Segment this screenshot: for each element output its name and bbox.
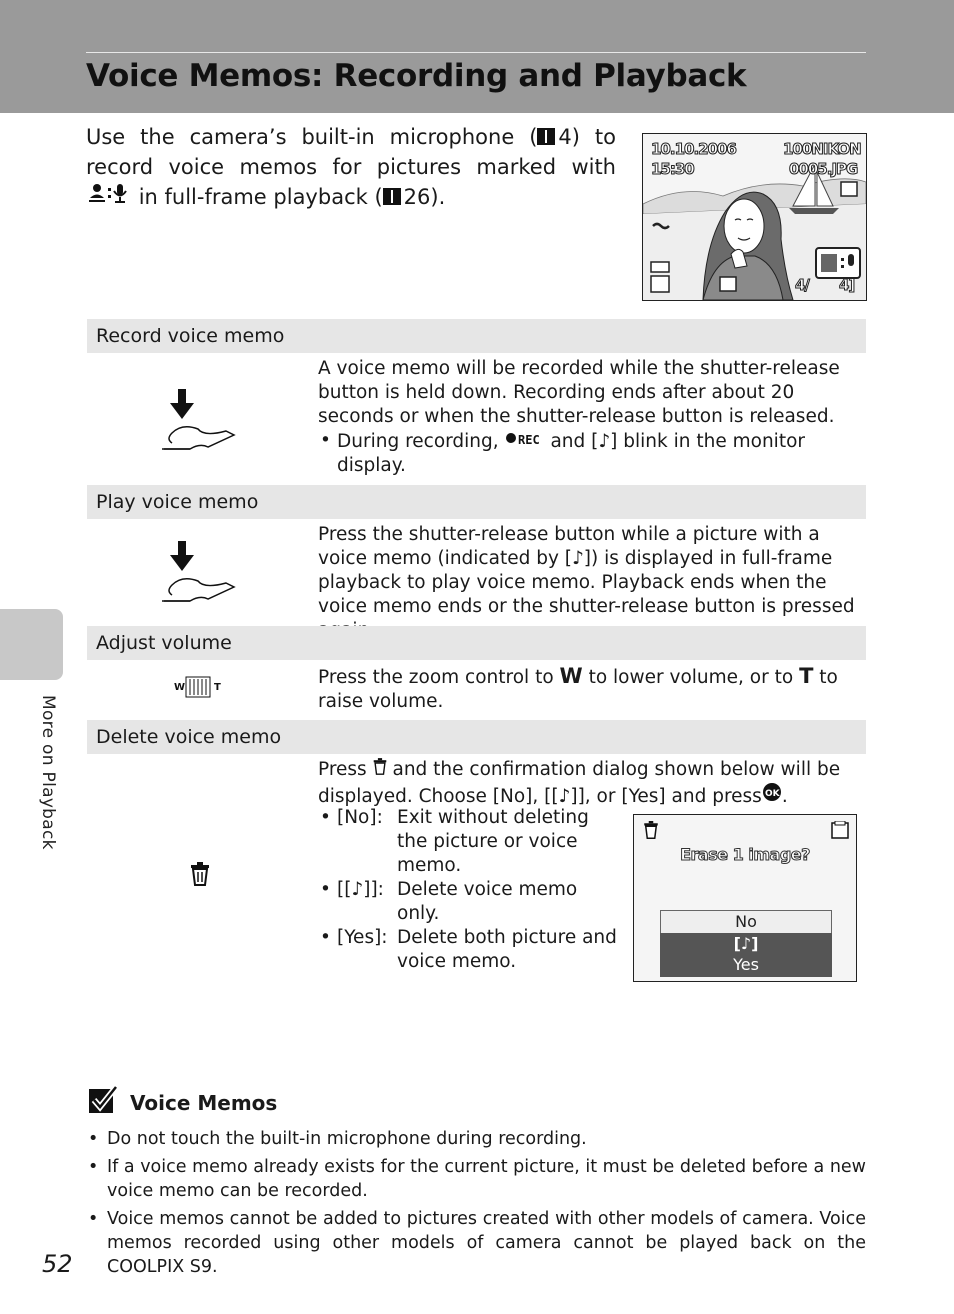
ok-button-icon	[762, 782, 782, 809]
dialog-option-no[interactable]: No	[660, 910, 832, 934]
camera-frame-counter: 4/	[795, 276, 809, 294]
dialog-option-yes[interactable]: Yes	[733, 955, 759, 974]
svg-text:T: T	[214, 682, 221, 693]
delete-options-list	[318, 806, 618, 974]
playback-scene	[643, 134, 866, 300]
page-title: Voice Memos: Recording and Playback	[86, 58, 747, 94]
camera-file: 0005.JPG	[789, 160, 858, 178]
intro-paragraph	[86, 123, 616, 213]
erase-confirmation-dialog	[633, 814, 857, 982]
note-list	[86, 1127, 866, 1283]
volume-description: Press the zoom control to W to lower volume, or to T to raise volume.	[318, 664, 838, 712]
camera-screen-illustration	[642, 133, 867, 301]
camera-time: 15:30	[651, 160, 694, 178]
trash-icon	[642, 821, 660, 843]
delete-option-no: • [No]: Exit without deleting the picture or voice memo.	[320, 807, 589, 876]
delete-option-yes: • [Yes]: Delete both picture and voice memo.	[320, 927, 617, 972]
play-heading-row	[87, 485, 866, 519]
record-text: A voice memo will be recorded while the shutter-release button is held down. Recording ends after about 20 seconds or when the shutter-release button is released.	[318, 358, 840, 427]
intro-ref-1: 4	[558, 125, 572, 149]
note-item: • Do not touch the built-in microphone during recording.	[86, 1127, 866, 1151]
zoom-t-key: T	[799, 664, 814, 688]
delete-description: Press and the confirmation dialog shown below will be displayed. Choose [No], [[♪]], or [Yes] and press OK .	[318, 759, 841, 807]
shutter-press-icon	[160, 389, 240, 457]
note-item: • If a voice memo already exists for the current picture, it must be deleted before a new voice memo can be recorded.	[86, 1155, 866, 1203]
page-ref-icon	[537, 128, 555, 145]
image-icon	[831, 821, 849, 843]
side-tab-label: More on Playback	[38, 695, 58, 850]
svg-text:W: W	[174, 682, 186, 693]
play-description: Press the shutter-release button while a picture with a voice memo (indicated by [♪]) is displayed in full-frame playback to play voice memo. Playback ends when the voice memo ends or the shutter-release button is pressed	[318, 524, 855, 617]
intro-text-3: in full-frame playback (	[138, 185, 383, 209]
volume-heading-row	[87, 626, 866, 660]
camera-date: 10.10.2006	[651, 140, 736, 158]
delete-heading: Delete voice memo	[96, 726, 282, 748]
svg-text:OK: OK	[764, 789, 780, 799]
intro-text-2: ) to record voice memos for pictures marked with	[86, 125, 617, 179]
play-heading: Play voice memo	[96, 491, 259, 513]
zoom-control-icon	[174, 676, 224, 702]
page-ref-icon	[383, 188, 401, 205]
volume-heading: Adjust volume	[96, 632, 232, 654]
note-title: Voice Memos	[130, 1091, 278, 1115]
picture-voice-icon	[86, 182, 132, 213]
side-tab	[0, 609, 63, 680]
check-note-icon	[89, 1086, 119, 1118]
dialog-option-group	[660, 933, 832, 977]
camera-frame-total: 4]	[839, 276, 855, 294]
page-number: 52	[42, 1250, 73, 1278]
record-description	[318, 357, 858, 478]
zoom-w-key: W	[559, 664, 583, 688]
rec-indicator-icon	[505, 429, 545, 454]
header-rule	[86, 52, 866, 53]
delete-heading-row	[87, 720, 866, 754]
record-heading-row	[87, 319, 866, 353]
dialog-title: Erase 1 image?	[680, 845, 810, 864]
trash-icon	[190, 862, 210, 890]
dialog-option-voice-memo[interactable]: [♪]	[733, 934, 759, 953]
delete-option-voice: • [[♪]]: Delete voice memo only.	[320, 879, 578, 924]
voice-memo-icon: [♪]	[591, 431, 618, 452]
intro-ref-2: 26	[403, 185, 431, 209]
header-band	[0, 0, 954, 113]
camera-folder: 100NIKON	[783, 140, 861, 158]
svg-text:REC: REC	[517, 433, 540, 447]
intro-text-1: Use the camera’s built-in microphone (	[86, 125, 538, 149]
shutter-press-icon	[160, 541, 240, 609]
intro-text-4: ).	[430, 185, 446, 209]
trash-icon	[373, 758, 387, 782]
record-bullet: • During recording, REC and [♪] blink in the monitor display.	[318, 429, 858, 478]
record-heading: Record voice memo	[96, 325, 285, 347]
note-item: • Voice memos cannot be added to pictures created with other models of camera. Voice memos recorded using other models of camera cannot be played back on the COOLPIX S9.	[86, 1207, 866, 1279]
